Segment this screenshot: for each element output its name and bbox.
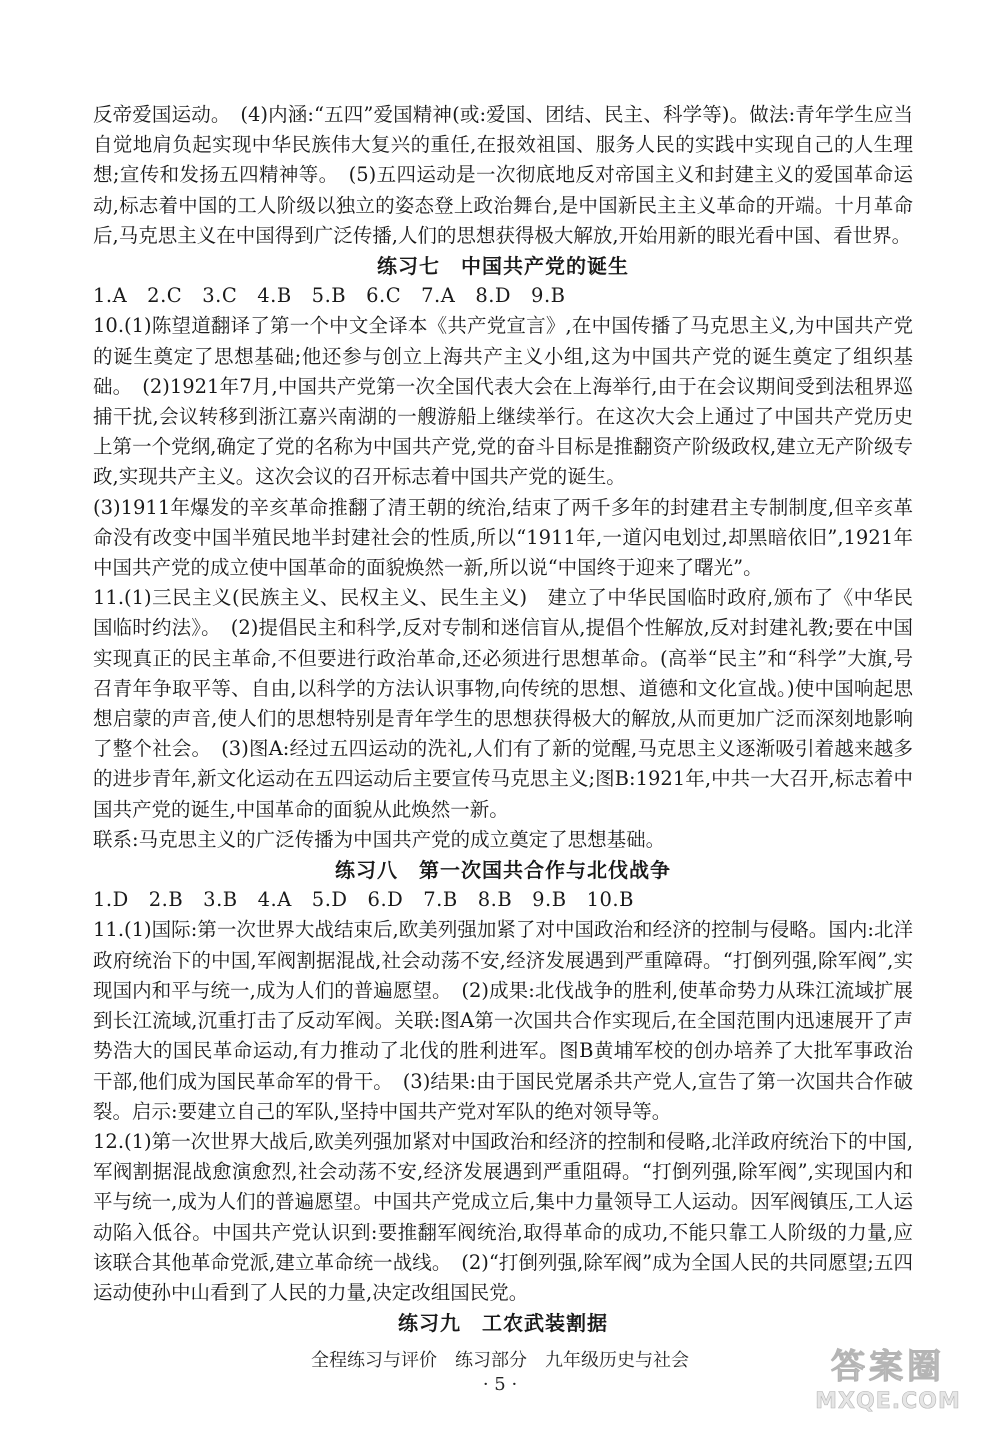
page-number: · 5 · — [482, 1374, 518, 1395]
answer-paragraph: 12.(1)第一次世界大战后,欧美列强加紧对中国政治和经济的控制和侵略,北洋政府统治下的中国,军阀割据混战愈演愈烈,社会动荡不安,经济发展遇到严重阻碍。“打倒列强,除军阀”,实现国内和平与统一,成为人们的普遍愿望。中国共产党成立后,集中力量领导工人运动。因军阀镇压,工人运动陷入低谷。中国共产党认识到:要推翻军阀统治,取得革命的成功,不能只靠工人阶级的力量,应该联合其他革命党派,建立革命统一战线。 (2)“打倒列强,除军阀”成为全国人民的共同愿望;五四运动使孙中山看到了人民的力量,决定改组国民党。 — [93, 1129, 913, 1304]
footer-book-title: 全程练习与评价 练习部分 九年级历史与社会 — [311, 1350, 689, 1371]
answer-paragraph: 11.(1)三民主义(民族主义、民权主义、民生主义) 建立了中华民国临时政府,颁布了《中华民国临时约法》。 (2)提倡民主和科学,反对专制和迷信盲从,提倡个性解放,反对封建礼教;要在中国实现真正的民主革命,不但要进行政治革命,还必须进行思想革命。(高举“民主”和“科学”大旗,号召青年争取平等、自由,以科学的方法认识事物,向传统的思想、道德和文化宣战。)使中国响起思想启蒙的声音,使人们的思想特别是青年学生的思想获得极大的解放,从而更加广泛而深刻地影响了整个社会。 (3)图A:经过五四运动的洗礼,人们有了新的觉醒,马克思主义逐渐吸引着越来越多的进步青年,新文化运动在五四运动后主要宣传马克思主义;图B:1921年,中共一大召开,标志着中国共产党的诞生,中国革命的面貌从此焕然一新。 — [93, 586, 913, 821]
answer-paragraph: 联系:马克思主义的广泛传播为中国共产党的成立奠定了思想基础。 — [93, 827, 666, 851]
section-heading: 练习九 工农武装割据 — [398, 1311, 608, 1336]
answer-paragraph: 11.(1)国际:第一次世界大战结束后,欧美列强加紧了对中国政治和经济的控制与侵略。国内:北洋政府统治下的中国,军阀割据混战,社会动荡不安,经济发展遇到严重障碍。“打倒列强,除军阀”,实现国内和平与统一,成为人们的普遍愿望。 (2)成果:北伐战争的胜利,使革命势力从珠江流域扩展到长江流域,沉重打击了反动军阀。关联:图A第一次国共合作实现后,在全国范围内迅速展开了声势浩大的国民革命运动,有力推动了北伐的胜利进军。图B黄埔军校的创办培养了大批军事政治干部,他们成为国民革命军的骨干。 (3)结果:由于国民党屠杀共产党人,宣告了第一次国共合作破裂。启示:要建立自己的军队,坚持中国共产党对军队的绝对领导等。 — [93, 918, 913, 1123]
answer-paragraph: (3)1911年爆发的辛亥革命推翻了清王朝的统治,结束了两千多年的封建君主专制制度,但辛亥革命没有改变中国半殖民地半封建社会的性质,所以“1911年,一道闪电划过,却黑暗依旧”,1921年中国共产党的成立使中国革命的面貌焕然一新,所以说“中国终于迎来了曙光”。 — [93, 495, 913, 580]
watermark-logo: 答案圈 — [831, 1347, 945, 1387]
section-heading: 练习七 中国共产党的诞生 — [377, 254, 629, 279]
choice-answers: 1.D 2.B 3.B 4.A 5.D 6.D 7.B 8.B 9.B 10.B — [93, 888, 634, 912]
answer-paragraph: 10.(1)陈望道翻译了第一个中文全译本《共产党宣言》,在中国传播了马克思主义,为中国共产党的诞生奠定了思想基础;他还参与创立上海共产主义小组,这为中国共产党的诞生奠定了组织基础。 (2)1921年7月,中国共产党第一次全国代表大会在上海举行,由于在会议期间受到法租界巡捕干扰,会议转移到浙江嘉兴南湖的一艘游船上继续举行。在这次大会上通过了中国共产党历史上第一个党纲,确定了党的名称为中国共产党,党的奋斗目标是推翻资产阶级政权,建立无产阶级专政,实现共产主义。这次会议的召开标志着中国共产党的诞生。 — [93, 314, 913, 489]
watermark-url: MXQE.COM — [815, 1389, 961, 1414]
section-heading: 练习八 第一次国共合作与北伐战争 — [335, 858, 671, 883]
answer-content — [93, 100, 913, 1338]
choice-answers: 1.A 2.C 3.C 4.B 5.B 6.C 7.A 8.D 9.B — [93, 284, 566, 308]
answer-paragraph: 反帝爱国运动。 (4)内涵:“五四”爱国精神(或:爱国、团结、民主、科学等)。做法:青年学生应当自觉地肩负起实现中华民族伟大复兴的重任,在报效祖国、服务人民的实践中实现自己的人生理想;宣传和发扬五四精神等。 (5)五四运动是一次彻底地反对帝国主义和封建主义的爱国革命运动,标志着中国的工人阶级以独立的姿态登上政治舞台,是中国新民主主义革命的开端。十月革命后,马克思主义在中国得到广泛传播,人们的思想获得极大解放,开始用新的眼光看中国、看世界。 — [93, 103, 913, 247]
watermark — [788, 1345, 988, 1423]
